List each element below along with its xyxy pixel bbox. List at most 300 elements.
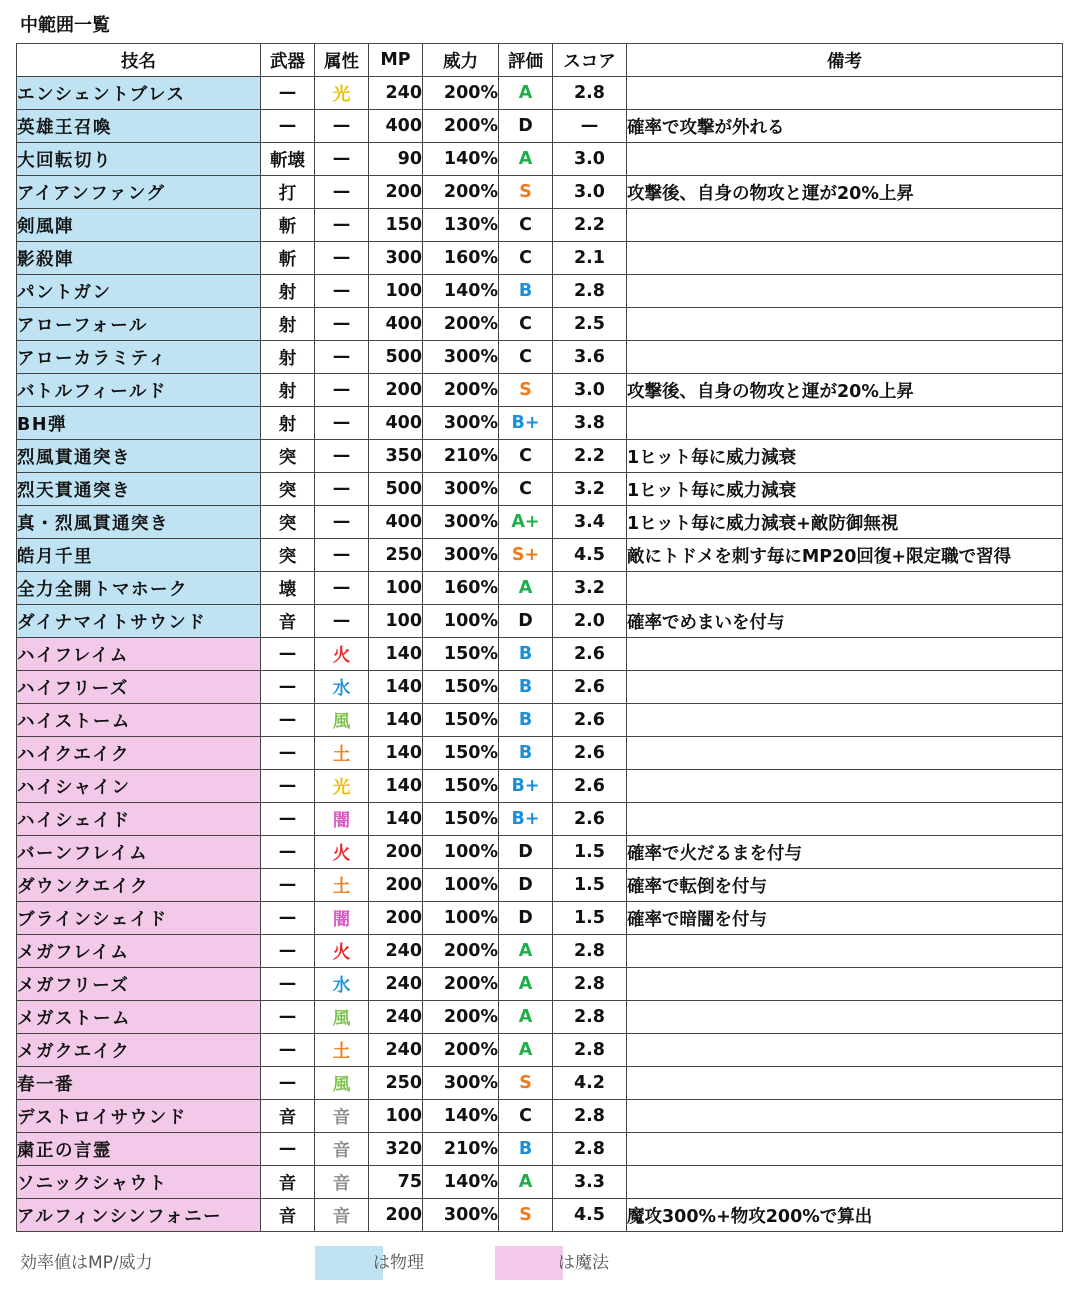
attribute-cell: 光	[315, 77, 369, 110]
score-cell: 1.5	[553, 836, 627, 869]
skill-name: バーンフレイム	[17, 836, 261, 869]
power-cell: 200%	[423, 935, 499, 968]
grade-cell: B	[499, 275, 553, 308]
score-cell: 3.4	[553, 506, 627, 539]
attribute-cell: 土	[315, 869, 369, 902]
grade-cell: C	[499, 1100, 553, 1133]
score-cell: 2.6	[553, 737, 627, 770]
note-cell: 1ヒット毎に威力減衰+敵防御無視	[627, 506, 1063, 539]
mp-cell: 140	[369, 704, 423, 737]
attribute-cell: 水	[315, 968, 369, 1001]
skill-name: 大回転切り	[17, 143, 261, 176]
grade-cell: B	[499, 1133, 553, 1166]
power-cell: 300%	[423, 506, 499, 539]
mp-cell: 350	[369, 440, 423, 473]
mp-cell: 240	[369, 77, 423, 110]
power-cell: 200%	[423, 1001, 499, 1034]
power-cell: 300%	[423, 1199, 499, 1232]
grade-cell: B	[499, 704, 553, 737]
mp-cell: 300	[369, 242, 423, 275]
attribute-cell: 音	[315, 1133, 369, 1166]
table-row	[17, 407, 1063, 440]
mp-cell: 400	[369, 110, 423, 143]
skill-name: 皓月千里	[17, 539, 261, 572]
attribute-cell: 火	[315, 836, 369, 869]
mp-cell: 200	[369, 176, 423, 209]
table-row	[17, 473, 1063, 506]
attribute-cell: 音	[315, 1100, 369, 1133]
grade-cell: B	[499, 638, 553, 671]
table-row	[17, 572, 1063, 605]
page-title: 中範囲一覧	[20, 15, 110, 36]
weapon-cell: —	[261, 902, 315, 935]
grade-cell: A	[499, 1001, 553, 1034]
table-row	[17, 770, 1063, 803]
attribute-cell: —	[315, 473, 369, 506]
grade-cell: C	[499, 308, 553, 341]
table-row	[17, 704, 1063, 737]
skill-name: 真・烈風貫通突き	[17, 506, 261, 539]
skill-name: 剣風陣	[17, 209, 261, 242]
table-row	[17, 1199, 1063, 1232]
attribute-cell: 光	[315, 770, 369, 803]
skill-name: ハイフリーズ	[17, 671, 261, 704]
weapon-cell: —	[261, 869, 315, 902]
weapon-cell: 音	[261, 1100, 315, 1133]
attribute-cell: —	[315, 275, 369, 308]
score-cell: 2.6	[553, 803, 627, 836]
score-cell: 3.0	[553, 143, 627, 176]
skill-name: アイアンファング	[17, 176, 261, 209]
table-row	[17, 539, 1063, 572]
note-cell	[627, 143, 1063, 176]
skill-name: アルフィンシンフォニー	[17, 1199, 261, 1232]
weapon-cell: —	[261, 935, 315, 968]
mp-cell: 320	[369, 1133, 423, 1166]
table-row	[17, 209, 1063, 242]
note-cell: 確率で転倒を付与	[627, 869, 1063, 902]
weapon-cell: 斬	[261, 209, 315, 242]
mp-cell: 90	[369, 143, 423, 176]
score-cell: 2.6	[553, 770, 627, 803]
attribute-cell: —	[315, 176, 369, 209]
skill-name: 烈天貫通突き	[17, 473, 261, 506]
table-row	[17, 1100, 1063, 1133]
note-cell	[627, 1166, 1063, 1199]
weapon-cell: 突	[261, 539, 315, 572]
grade-cell: S	[499, 1067, 553, 1100]
mp-cell: 240	[369, 968, 423, 1001]
mp-cell: 240	[369, 935, 423, 968]
power-cell: 300%	[423, 539, 499, 572]
weapon-cell: 壊	[261, 572, 315, 605]
grade-cell: B	[499, 671, 553, 704]
table-row	[17, 902, 1063, 935]
score-cell: 2.8	[553, 968, 627, 1001]
attribute-cell: 水	[315, 671, 369, 704]
mp-cell: 400	[369, 308, 423, 341]
grade-cell: D	[499, 869, 553, 902]
table-row	[17, 176, 1063, 209]
grade-cell: D	[499, 902, 553, 935]
attribute-cell: —	[315, 242, 369, 275]
grade-cell: C	[499, 341, 553, 374]
skill-name: バトルフィールド	[17, 374, 261, 407]
table-row	[17, 440, 1063, 473]
attribute-cell: 火	[315, 935, 369, 968]
weapon-cell: —	[261, 638, 315, 671]
weapon-cell: —	[261, 110, 315, 143]
power-cell: 200%	[423, 176, 499, 209]
table-row	[17, 1034, 1063, 1067]
note-cell	[627, 1067, 1063, 1100]
note-cell	[627, 242, 1063, 275]
power-cell: 300%	[423, 1067, 499, 1100]
power-cell: 150%	[423, 770, 499, 803]
power-cell: 200%	[423, 308, 499, 341]
attribute-cell: 音	[315, 1166, 369, 1199]
weapon-cell: 突	[261, 473, 315, 506]
efficiency-note: 効率値はMP/威力	[20, 1253, 153, 1273]
weapon-cell: —	[261, 836, 315, 869]
note-cell	[627, 275, 1063, 308]
note-cell: 確率で攻撃が外れる	[627, 110, 1063, 143]
attribute-cell: —	[315, 341, 369, 374]
skill-name: ハイフレイム	[17, 638, 261, 671]
mp-cell: 240	[369, 1034, 423, 1067]
power-cell: 200%	[423, 374, 499, 407]
grade-cell: B+	[499, 803, 553, 836]
score-cell: 1.5	[553, 869, 627, 902]
note-cell: 攻撃後、自身の物攻と運が20%上昇	[627, 374, 1063, 407]
attribute-cell: 闇	[315, 803, 369, 836]
skill-name: ダイナマイトサウンド	[17, 605, 261, 638]
skill-name: 全力全開トマホーク	[17, 572, 261, 605]
power-cell: 300%	[423, 473, 499, 506]
score-cell: 2.5	[553, 308, 627, 341]
note-cell	[627, 341, 1063, 374]
note-cell: 攻撃後、自身の物攻と運が20%上昇	[627, 176, 1063, 209]
score-cell: 2.2	[553, 209, 627, 242]
header-weapon: 武器	[261, 44, 315, 77]
power-cell: 100%	[423, 836, 499, 869]
grade-cell: S	[499, 176, 553, 209]
score-cell: 3.3	[553, 1166, 627, 1199]
power-cell: 130%	[423, 209, 499, 242]
mp-cell: 100	[369, 572, 423, 605]
table-header-row	[17, 44, 1063, 77]
skill-name: ブラインシェイド	[17, 902, 261, 935]
power-cell: 140%	[423, 275, 499, 308]
note-cell: 確率で暗闇を付与	[627, 902, 1063, 935]
score-cell: 2.2	[553, 440, 627, 473]
weapon-cell: 打	[261, 176, 315, 209]
power-cell: 160%	[423, 572, 499, 605]
weapon-cell: —	[261, 671, 315, 704]
table-body	[17, 77, 1063, 1232]
grade-cell: D	[499, 605, 553, 638]
power-cell: 100%	[423, 902, 499, 935]
header-score: スコア	[553, 44, 627, 77]
score-cell: 2.6	[553, 638, 627, 671]
mp-cell: 400	[369, 407, 423, 440]
mp-cell: 200	[369, 1199, 423, 1232]
score-cell: 3.0	[553, 176, 627, 209]
skill-name: ソニックシャウト	[17, 1166, 261, 1199]
table-row	[17, 341, 1063, 374]
attribute-cell: 土	[315, 737, 369, 770]
weapon-cell: 射	[261, 308, 315, 341]
weapon-cell: 射	[261, 341, 315, 374]
weapon-cell: —	[261, 770, 315, 803]
score-cell: 2.6	[553, 704, 627, 737]
score-cell: 2.0	[553, 605, 627, 638]
grade-cell: A+	[499, 506, 553, 539]
note-cell	[627, 1133, 1063, 1166]
grade-cell: D	[499, 836, 553, 869]
table-row	[17, 506, 1063, 539]
note-cell	[627, 671, 1063, 704]
skill-name: メガフレイム	[17, 935, 261, 968]
header-attr: 属性	[315, 44, 369, 77]
note-cell	[627, 1001, 1063, 1034]
power-cell: 100%	[423, 869, 499, 902]
weapon-cell: 突	[261, 440, 315, 473]
note-cell: 確率でめまいを付与	[627, 605, 1063, 638]
weapon-cell: —	[261, 803, 315, 836]
table-row	[17, 308, 1063, 341]
table-row	[17, 737, 1063, 770]
skill-name: エンシェントブレス	[17, 77, 261, 110]
score-cell: 4.5	[553, 1199, 627, 1232]
mp-cell: 140	[369, 671, 423, 704]
header-note: 備考	[627, 44, 1063, 77]
skill-name: デストロイサウンド	[17, 1100, 261, 1133]
attribute-cell: —	[315, 605, 369, 638]
table-row	[17, 1133, 1063, 1166]
grade-cell: C	[499, 209, 553, 242]
skill-name: ハイシャイン	[17, 770, 261, 803]
weapon-cell: —	[261, 1001, 315, 1034]
table-row	[17, 869, 1063, 902]
attribute-cell: 風	[315, 704, 369, 737]
score-cell: 4.2	[553, 1067, 627, 1100]
score-cell: 4.5	[553, 539, 627, 572]
skill-name: メガクエイク	[17, 1034, 261, 1067]
power-cell: 200%	[423, 968, 499, 1001]
table-row	[17, 638, 1063, 671]
weapon-cell: —	[261, 704, 315, 737]
weapon-cell: —	[261, 968, 315, 1001]
attribute-cell: —	[315, 407, 369, 440]
attribute-cell: —	[315, 308, 369, 341]
attribute-cell: —	[315, 209, 369, 242]
power-cell: 210%	[423, 440, 499, 473]
mp-cell: 250	[369, 539, 423, 572]
attribute-cell: 土	[315, 1034, 369, 1067]
weapon-cell: —	[261, 737, 315, 770]
power-cell: 150%	[423, 737, 499, 770]
skill-name: ダウンクエイク	[17, 869, 261, 902]
power-cell: 160%	[423, 242, 499, 275]
grade-cell: S+	[499, 539, 553, 572]
note-cell: 1ヒット毎に威力減衰	[627, 440, 1063, 473]
weapon-cell: —	[261, 1133, 315, 1166]
note-cell	[627, 308, 1063, 341]
grade-cell: B	[499, 737, 553, 770]
table-row	[17, 110, 1063, 143]
skill-name: メガストーム	[17, 1001, 261, 1034]
skill-name: メガフリーズ	[17, 968, 261, 1001]
weapon-cell: —	[261, 77, 315, 110]
mp-cell: 200	[369, 374, 423, 407]
table-row	[17, 605, 1063, 638]
mp-cell: 100	[369, 275, 423, 308]
physical-legend-label: は物理	[373, 1253, 424, 1273]
attribute-cell: —	[315, 506, 369, 539]
grade-cell: B+	[499, 770, 553, 803]
table-row	[17, 374, 1063, 407]
skill-name: 影殺陣	[17, 242, 261, 275]
mp-cell: 240	[369, 1001, 423, 1034]
mp-cell: 140	[369, 770, 423, 803]
header-power: 威力	[423, 44, 499, 77]
grade-cell: B+	[499, 407, 553, 440]
skill-table	[16, 43, 1063, 1232]
attribute-cell: —	[315, 572, 369, 605]
power-cell: 140%	[423, 1166, 499, 1199]
mp-cell: 75	[369, 1166, 423, 1199]
score-cell: 2.8	[553, 77, 627, 110]
attribute-cell: —	[315, 110, 369, 143]
weapon-cell: —	[261, 1067, 315, 1100]
weapon-cell: 斬壊	[261, 143, 315, 176]
weapon-cell: 音	[261, 605, 315, 638]
skill-name: 烈風貫通突き	[17, 440, 261, 473]
table-row	[17, 968, 1063, 1001]
note-cell	[627, 968, 1063, 1001]
mp-cell: 250	[369, 1067, 423, 1100]
attribute-cell: 音	[315, 1199, 369, 1232]
score-cell: 2.8	[553, 935, 627, 968]
table-row	[17, 1166, 1063, 1199]
note-cell: 魔攻300%+物攻200%で算出	[627, 1199, 1063, 1232]
attribute-cell: —	[315, 539, 369, 572]
score-cell: 1.5	[553, 902, 627, 935]
attribute-cell: —	[315, 440, 369, 473]
header-mp: MP	[369, 44, 423, 77]
mp-cell: 140	[369, 638, 423, 671]
weapon-cell: 射	[261, 407, 315, 440]
score-cell: 2.6	[553, 671, 627, 704]
score-cell: 3.2	[553, 473, 627, 506]
note-cell: 敵にトドメを刺す毎にMP20回復+限定職で習得	[627, 539, 1063, 572]
table-row	[17, 1067, 1063, 1100]
mp-cell: 140	[369, 737, 423, 770]
power-cell: 200%	[423, 110, 499, 143]
magic-legend-label: は魔法	[558, 1253, 609, 1273]
note-cell	[627, 803, 1063, 836]
table-row	[17, 275, 1063, 308]
power-cell: 150%	[423, 704, 499, 737]
weapon-cell: 突	[261, 506, 315, 539]
attribute-cell: —	[315, 143, 369, 176]
score-cell: 3.6	[553, 341, 627, 374]
table-row	[17, 671, 1063, 704]
score-cell: 2.1	[553, 242, 627, 275]
score-cell: 2.8	[553, 1100, 627, 1133]
note-cell: 確率で火だるまを付与	[627, 836, 1063, 869]
mp-cell: 200	[369, 869, 423, 902]
mp-cell: 500	[369, 473, 423, 506]
power-cell: 300%	[423, 341, 499, 374]
mp-cell: 500	[369, 341, 423, 374]
note-cell	[627, 770, 1063, 803]
note-cell	[627, 572, 1063, 605]
note-cell	[627, 1100, 1063, 1133]
power-cell: 100%	[423, 605, 499, 638]
score-cell: 2.8	[553, 275, 627, 308]
weapon-cell: 音	[261, 1166, 315, 1199]
grade-cell: C	[499, 242, 553, 275]
score-cell: 2.8	[553, 1133, 627, 1166]
weapon-cell: 射	[261, 374, 315, 407]
power-cell: 150%	[423, 803, 499, 836]
attribute-cell: 風	[315, 1067, 369, 1100]
mp-cell: 140	[369, 803, 423, 836]
power-cell: 140%	[423, 1100, 499, 1133]
grade-cell: A	[499, 1166, 553, 1199]
power-cell: 150%	[423, 638, 499, 671]
magic-swatch	[495, 1246, 563, 1280]
power-cell: 210%	[423, 1133, 499, 1166]
weapon-cell: 音	[261, 1199, 315, 1232]
skill-name: 英雄王召喚	[17, 110, 261, 143]
grade-cell: C	[499, 440, 553, 473]
skill-name: ハイストーム	[17, 704, 261, 737]
skill-name: 春一番	[17, 1067, 261, 1100]
note-cell: 1ヒット毎に威力減衰	[627, 473, 1063, 506]
power-cell: 300%	[423, 407, 499, 440]
note-cell	[627, 1034, 1063, 1067]
table-row	[17, 77, 1063, 110]
weapon-cell: 射	[261, 275, 315, 308]
grade-cell: A	[499, 143, 553, 176]
power-cell: 150%	[423, 671, 499, 704]
mp-cell: 150	[369, 209, 423, 242]
grade-cell: S	[499, 1199, 553, 1232]
skill-name: パントガン	[17, 275, 261, 308]
note-cell	[627, 704, 1063, 737]
header-grade: 評価	[499, 44, 553, 77]
grade-cell: A	[499, 935, 553, 968]
mp-cell: 200	[369, 836, 423, 869]
table-row	[17, 143, 1063, 176]
skill-name: アローフォール	[17, 308, 261, 341]
mp-cell: 100	[369, 1100, 423, 1133]
grade-cell: C	[499, 473, 553, 506]
grade-cell: A	[499, 1034, 553, 1067]
weapon-cell: —	[261, 1034, 315, 1067]
grade-cell: D	[499, 110, 553, 143]
score-cell: 2.8	[553, 1034, 627, 1067]
power-cell: 200%	[423, 1034, 499, 1067]
power-cell: 140%	[423, 143, 499, 176]
score-cell: 2.8	[553, 1001, 627, 1034]
skill-name: ハイシェイド	[17, 803, 261, 836]
mp-cell: 400	[369, 506, 423, 539]
score-cell: —	[553, 110, 627, 143]
